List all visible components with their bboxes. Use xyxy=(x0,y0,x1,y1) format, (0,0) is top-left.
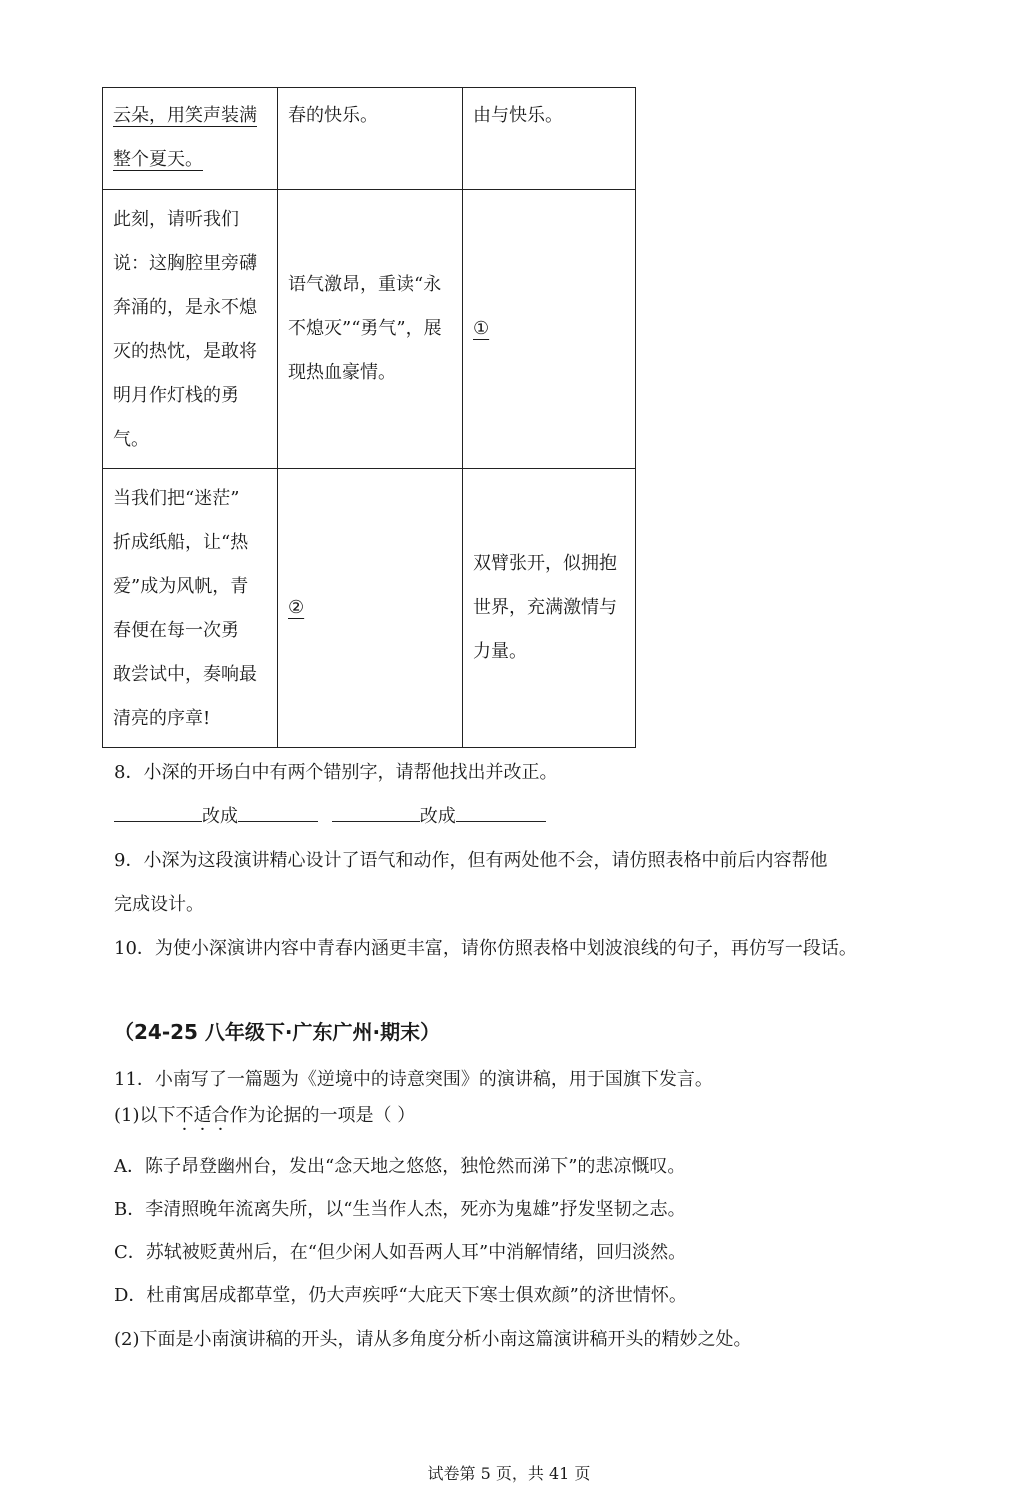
cell-line: 爱”成为风帆，青 xyxy=(113,576,249,597)
table-cell-speech xyxy=(103,88,278,190)
question-11-stem: 11．小南写了一篇题为《逆境中的诗意突围》的演讲稿，用于国旗下发言。 xyxy=(114,1069,713,1090)
answer-blank[interactable] xyxy=(456,803,546,822)
cell-line: 语气激昂，重读“永 xyxy=(288,274,442,295)
table-cell-action xyxy=(463,190,636,469)
cell-line: 清亮的序章! xyxy=(113,708,211,729)
cell-line: 灭的热忱，是敢将 xyxy=(113,341,257,362)
cell-line: 当我们把“迷茫” xyxy=(113,488,240,509)
cell-line: 不熄灭”“勇气”，展 xyxy=(288,318,442,339)
table-cell-tone xyxy=(278,190,463,469)
table-cell-speech xyxy=(103,190,278,469)
question-11-sub2: (2)下面是小南演讲稿的开头，请从多角度分析小南这篇演讲稿开头的精妙之处。 xyxy=(114,1329,752,1350)
question-8-answer-row xyxy=(114,802,546,828)
change-label: 改成 xyxy=(419,806,456,827)
table-row xyxy=(103,469,636,748)
cell-line: 敢尝试中，奏响最 xyxy=(113,664,257,685)
table-cell-tone xyxy=(278,469,463,748)
answer-blank-1[interactable]: ① xyxy=(473,318,490,339)
sub1-suffix: 作为论据的一项是（ ） xyxy=(229,1105,416,1126)
emphasis-char: 合 xyxy=(211,1105,230,1126)
cell-line: 气。 xyxy=(113,429,149,450)
speech-design-table xyxy=(102,87,636,748)
cell-line: 此刻，请听我们 xyxy=(113,209,239,230)
option-d[interactable]: D．杜甫寓居成都草堂，仍大声疾呼“大庇天下寒士俱欢颜”的济世情怀。 xyxy=(114,1285,687,1306)
question-9-line: 9．小深为这段演讲精心设计了语气和动作，但有两处他不会，请仿照表格中前后内容帮他 xyxy=(114,850,828,871)
sub1-prefix: (1)以下 xyxy=(114,1105,176,1126)
cell-line: 整个夏天。 xyxy=(113,149,203,170)
question-10: 10．为使小深演讲内容中青春内涵更丰富，请你仿照表格中划波浪线的句子，再仿写一段话。 xyxy=(114,938,857,959)
cell-line: 云朵，用笑声装满 xyxy=(113,105,257,126)
table-cell-action xyxy=(463,88,636,190)
answer-blank[interactable] xyxy=(238,803,318,822)
table-cell-speech xyxy=(103,469,278,748)
question-9-line: 完成设计。 xyxy=(114,894,204,915)
cell-line: 力量。 xyxy=(473,641,527,662)
cell-line: 春的快乐。 xyxy=(288,105,378,126)
change-label: 改成 xyxy=(202,806,238,827)
cell-line: 世界，充满激情与 xyxy=(473,597,617,618)
option-a[interactable]: A．陈子昂登幽州台，发出“念天地之悠悠，独怆然而涕下”的悲凉慨叹。 xyxy=(114,1156,686,1177)
answer-blank-2[interactable]: ② xyxy=(288,597,305,618)
question-8: 8．小深的开场白中有两个错别字，请帮他找出并改正。 xyxy=(114,762,558,783)
cell-line: 现热血豪情。 xyxy=(288,362,396,383)
emphasis-char: 不 xyxy=(175,1105,194,1126)
emphasis-char: 适 xyxy=(193,1105,212,1126)
cell-line: 奔涌的，是永不熄 xyxy=(113,297,257,318)
page-footer: 试卷第 5 页，共 41 页 xyxy=(427,1464,591,1483)
section-heading: （24-25 八年级下·广东广州·期末） xyxy=(114,1020,441,1044)
question-11-sub1 xyxy=(114,1101,415,1127)
option-b[interactable]: B．李清照晚年流离失所，以“生当作人杰，死亦为鬼雄”抒发坚韧之志。 xyxy=(114,1199,686,1220)
cell-line: 折成纸船，让“热 xyxy=(113,532,249,553)
cell-line: 说：这胸腔里旁礴 xyxy=(113,253,257,274)
table-row xyxy=(103,190,636,469)
answer-blank[interactable] xyxy=(332,803,420,822)
table-cell-action xyxy=(463,469,636,748)
cell-line: 由与快乐。 xyxy=(473,105,563,126)
table-row xyxy=(103,88,636,190)
cell-line: 双臂张开，似拥抱 xyxy=(473,553,617,574)
answer-blank[interactable] xyxy=(114,803,202,822)
cell-line: 春便在每一次勇 xyxy=(113,620,239,641)
cell-line: 明月作灯栈的勇 xyxy=(113,385,239,406)
option-c[interactable]: C．苏轼被贬黄州后，在“但少闲人如吾两人耳”中消解情绪，回归淡然。 xyxy=(114,1242,687,1263)
table-cell-tone xyxy=(278,88,463,190)
